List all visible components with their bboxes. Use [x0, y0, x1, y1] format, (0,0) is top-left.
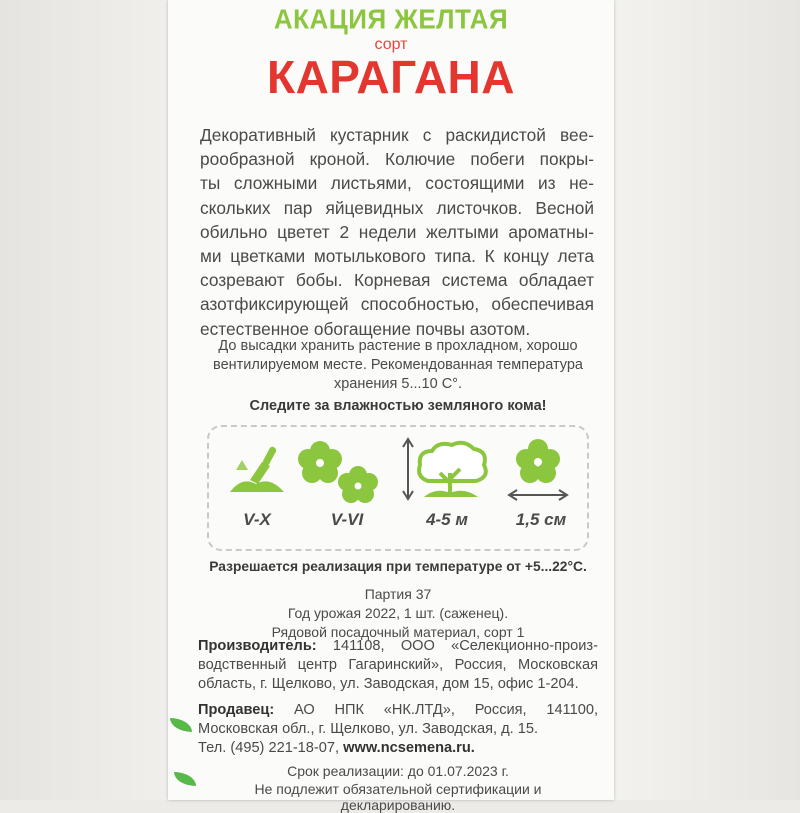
description-line: Декоративный кустарник с раскидистой вее- [200, 125, 594, 145]
description-line: рообразной кроной. Колючие побеги покры- [200, 149, 594, 170]
certification-note: Не подлежит обязательной сертификации и декларированию. [254, 781, 542, 813]
variety-title: КАРАГАНА [267, 51, 515, 103]
flowering-period-label: V-VI [330, 510, 364, 529]
producer-label: Производитель: [198, 638, 317, 654]
storage-line: До высадки хранить растение в прохладном, хорошо [218, 338, 578, 354]
flower-width-icon [505, 437, 571, 503]
storage-line: хранения 5...10 С°. [333, 376, 463, 392]
shrub-height-icon [400, 437, 496, 503]
storage-line: вентилируемом месте. Рекомендованная температура [213, 357, 583, 373]
sort-label: сорт [374, 36, 408, 53]
seller-info [198, 701, 598, 758]
seller-label: Продавец: [198, 702, 275, 718]
description-line: созревают бобы. Корневая система обладает [200, 270, 594, 291]
material-grade: Рядовой посадочный материал, сорт 1 [271, 624, 525, 640]
flowering-icon [296, 437, 386, 507]
batch-number: Партия 37 [364, 586, 432, 602]
description-line: ты сложными листьями, состоящими из не- [200, 173, 594, 194]
producer-info [198, 637, 598, 694]
storage-instructions [198, 337, 598, 394]
producer-line: водственный центр Гагаринский», Россия, Московская [198, 657, 598, 673]
seller-website[interactable]: www.ncsemena.ru. [343, 740, 475, 756]
description-line: обильно цветет 2 недели желтыми ароматны- [200, 221, 594, 242]
seller-line: Московская обл., г. Щелково, ул. Заводская, д. 15. [198, 721, 538, 737]
seller-contact [198, 739, 598, 758]
background-left [0, 0, 168, 800]
background-right [614, 0, 800, 800]
planting-period-label: V-X [243, 510, 271, 529]
seller-phone: Тел. (495) 221-18-07, [198, 740, 340, 756]
product-title: АКАЦИЯ ЖЕЛТАЯ [273, 3, 509, 35]
height-label: 4-5 м [426, 510, 468, 529]
description-line: азотфиксирующей способностью, обеспечивая [200, 294, 594, 315]
flower-size-label: 1,5 см [515, 510, 567, 529]
expiry-date: Срок реализации: до 01.07.2023 г. [287, 763, 509, 779]
description-line: ми цветками мотылькового типа. К концу лета [200, 246, 594, 267]
description-line: естественное обогащение почвы азотом. [200, 318, 531, 339]
harvest-year: Год урожая 2022, 1 шт. (саженец). [287, 605, 509, 621]
seller-line: Продавец: АО НПК «НК.ЛТД», Россия, 141100, [198, 702, 598, 718]
description [200, 123, 594, 341]
planting-trowel-icon [222, 440, 290, 500]
description-line: скольких пар яйцевидных листочков. Весной [200, 197, 594, 218]
moisture-note: Следите за влажностью земляного кома! [249, 398, 547, 414]
allowed-temperature: Разрешается реализация при температуре от +5...22°С. [209, 559, 587, 574]
producer-line: Производитель: 141108, ООО «Селекционно-произ- [198, 638, 598, 654]
producer-line: область, г. Щелково, ул. Заводская, дом 15, офис 1-204. [198, 676, 579, 692]
